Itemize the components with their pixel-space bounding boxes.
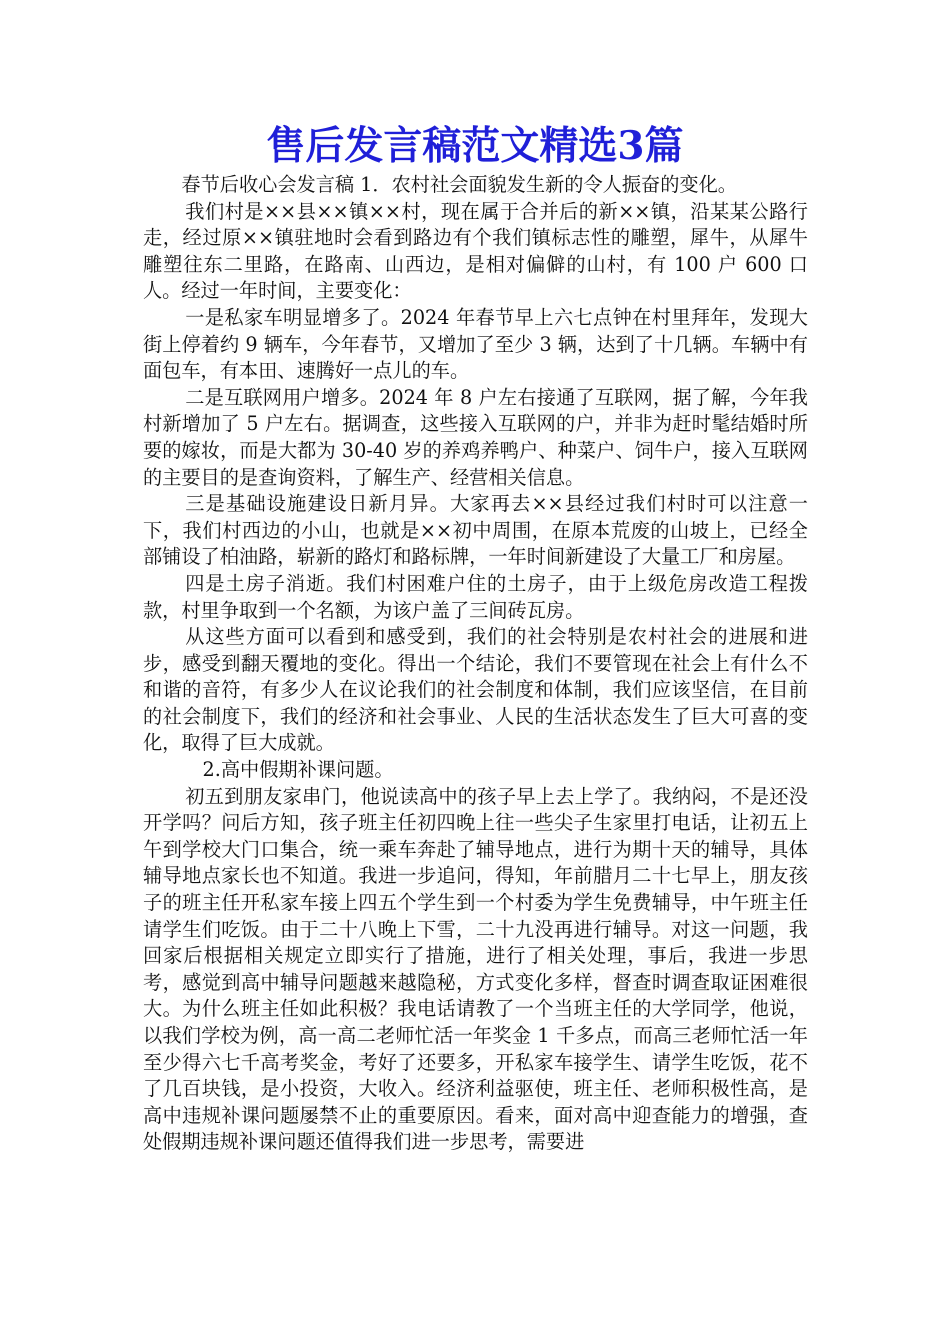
- paragraph-cars: 一是私家车明显增多了。2024 年春节早上六七点钟在村里拜年，发现大街上停着约 9 辆车，今年春节，又增加了至少 3 辆，达到了十几辆。车辆中有面包车，有本田、速腾好一点儿的车。: [143, 305, 808, 383]
- document-body: [143, 172, 808, 1156]
- section-heading-tutoring: 2.高中假期补课问题。: [202, 758, 394, 782]
- document-title: 售后发言稿范文精选3篇: [266, 123, 684, 169]
- paragraph-infrastructure: 三是基础设施建设日新月异。大家再去××县经过我们村时可以注意一下，我们村西边的小山，也就是××初中周围，在原本荒废的山坡上，已经全部铺设了柏油路，崭新的路灯和路标牌，一年时间新建设了大量工厂和房屋。: [143, 492, 808, 569]
- paragraph-intro: 春节后收心会发言稿 1．农村社会面貌发生新的令人振奋的变化。: [181, 173, 737, 196]
- paragraph-houses: 四是土房子消逝。我们村困难户住的土房子，由于上级危房改造工程拨款，村里争取到一个名额，为该户盖了三间砖瓦房。: [143, 571, 808, 622]
- paragraph-conclusion: 从这些方面可以看到和感受到，我们的社会特别是农村社会的进展和进步，感受到翻天覆地的变化。得出一个结论，我们不要管现在社会上有什么不和谐的音符，有多少人在议论我们的社会制度和体制，我们应该坚信，在目前的社会制度下，我们的经济和社会事业、人民的生活状态发生了巨大可喜的变化，取得了巨大成就。: [143, 625, 808, 755]
- paragraph-internet: 二是互联网用户增多。2024 年 8 户左右接通了互联网，据了解，今年我村新增加了 5 户左右。据调查，这些接入互联网的户，并非为赶时髦结婚时所要的嫁妆，而是大都为 30-40 岁的养鸡养鸭户、种菜户、饲牛户，接入互联网的主要目的是查询资料，了解生产、经营相关信息。: [143, 385, 808, 489]
- paragraph-village: 我们村是××县××镇××村，现在属于合并后的新××镇，沿某某公路行走，经过原××镇驻地时会看到路边有个我们镇标志性的雕塑，犀牛，从犀牛雕塑往东二里路，在路南、山西边，是相对偏僻的山村，有 100 户 600 口人。经过一年时间，主要变化：: [143, 199, 808, 303]
- paragraph-tutoring: 初五到朋友家串门，他说读高中的孩子早上去上学了。我纳闷，不是还没开学吗？问后方知，孩子班主任初四晚上往一些尖子生家里打电话，让初五上午到学校大门口集合，统一乘车奔赴了辅导地点，进行为期十天的辅导，具体辅导地点家长也不知道。我进一步追问，得知，年前腊月二十七早上，朋友孩子的班主任开私家车接上四五个学生到一个村委为学生免费辅导，中午班主任请学生们吃饭。由于二十八晚上下雪，二十九没再进行辅导。对这一问题，我回家后根据相关规定立即实行了措施，进行了相关处理，事后，我进一步思考，感觉到高中辅导问题越来越隐秘，方式变化多样，督查时调查取证困难很大。为什么班主任如此积极？我电话请教了一个当班主任的大学同学，他说，以我们学校为例，高一高二老师忙活一年奖金 1 千多点，而高三老师忙活一年至少得六七千高考奖金，考好了还要多，开私家车接学生、请学生吃饭，花不了几百块钱，是小投资，大收入。经济利益驱使，班主任、老师积极性高，是高中违规补课问题屡禁不止的重要原因。看来，面对高中迎查能力的增强，查处假期违规补课问题还值得我们进一步思考，需要进: [143, 784, 808, 1154]
